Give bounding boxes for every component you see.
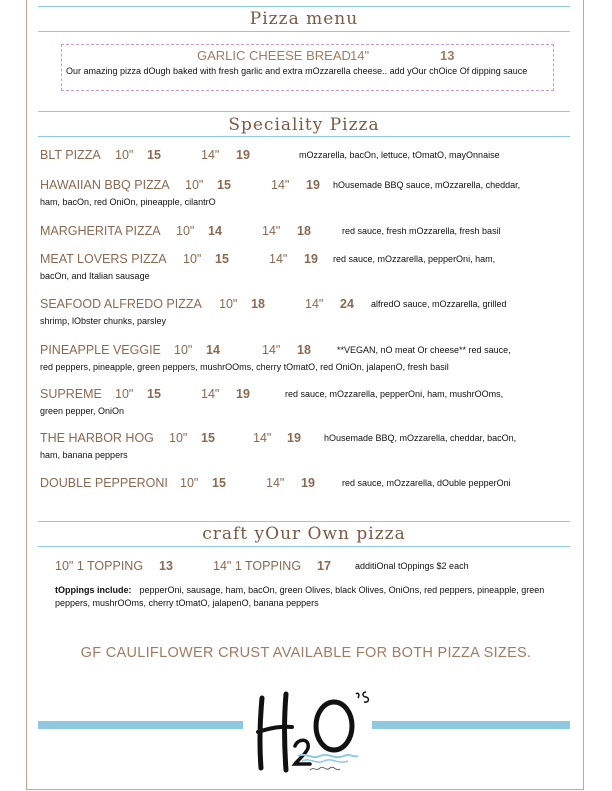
toppings-list: [55, 584, 560, 610]
item-description-cont: shrimp, lObster chunks, parsley: [40, 316, 167, 326]
item-price-large: 19: [236, 387, 250, 401]
item-description-cont: ham, banana peppers: [40, 450, 128, 460]
item-size-small: 10": [169, 431, 188, 445]
item-description-cont: ham, bacOn, red OniOn, pineapple, cilantrO: [40, 197, 216, 207]
h2o-logo-mark: [240, 680, 375, 780]
item-name: DOUBLE PEPPERONI: [40, 476, 168, 490]
pizza-menu-title: Pizza menu: [249, 9, 359, 29]
menu-item-pineapple-veggie: [40, 343, 575, 372]
item-price-small: 14: [206, 343, 220, 357]
item-description: hOusemade BBQ, mOzzarella, cheddar, bacOn,: [324, 433, 517, 443]
item-description: mOzzarella, bacOn, lettuce, tOmatO, mayOnnaise: [299, 150, 500, 160]
item-price-large: 19: [236, 148, 250, 162]
item-price-large: 19: [304, 252, 318, 266]
item-price-small: 18: [251, 297, 265, 311]
menu-item-harbor-hog: [40, 431, 575, 460]
item-name: SUPREME: [40, 387, 102, 401]
craft-header: [38, 521, 570, 547]
item-description: **VEGAN, nO meat Or cheese** red sauce,: [337, 345, 511, 355]
item-size-large: 14": [201, 387, 220, 401]
item-price-small: 15: [201, 431, 215, 445]
toppings-text: pepperOni, sausage, ham, bacOn, green Olives, black Olives, OniOns, red peppers, pineapple, green peppers, mushrOOms, cherry tOmatO, jalapenO, banana peppers: [55, 585, 545, 608]
craft-price-large: 17: [317, 559, 331, 573]
item-description: red sauce, mOzzarella, pepperOni, ham, mushrOOms,: [285, 389, 504, 399]
item-size-small: 10": [176, 224, 195, 238]
item-size-small: 10": [115, 148, 134, 162]
item-price-large: 18: [297, 224, 311, 238]
item-price-large: 19: [306, 178, 320, 192]
item-price-small: 15: [212, 476, 226, 490]
garlic-size: 14": [350, 48, 370, 63]
item-name: THE HARBOR HOG: [40, 431, 154, 445]
item-price-small: 14: [208, 224, 222, 238]
craft-size-large: 14" 1 TOPPING: [213, 559, 302, 573]
item-size-small: 10": [115, 387, 134, 401]
item-size-large: 14": [266, 476, 285, 490]
menu-item-margherita: [40, 224, 575, 240]
menu-item-seafood-alfredo: [40, 297, 575, 326]
item-price-small: 15: [217, 178, 231, 192]
item-price-large: 19: [301, 476, 315, 490]
item-size-small: 10": [180, 476, 199, 490]
footer-bar-left: [38, 721, 243, 729]
item-size-large: 14": [201, 148, 220, 162]
item-price-small: 15: [147, 387, 161, 401]
craft-additional-toppings: additiOnal tOppings $2 each: [355, 561, 469, 571]
item-price-large: 19: [287, 431, 301, 445]
item-name: SEAFOOD ALFREDO PIZZA: [40, 297, 202, 311]
item-price-small: 15: [215, 252, 229, 266]
menu-item-hawaiian-bbq: [40, 178, 575, 207]
item-size-large: 14": [269, 252, 288, 266]
craft-title: craft yOur Own pizza: [202, 524, 406, 544]
menu-item-supreme: [40, 387, 575, 416]
h2o-logo: [240, 680, 375, 780]
item-description: hOusemade BBQ sauce, mOzzarella, cheddar,: [333, 180, 521, 190]
item-size-small: 10": [219, 297, 238, 311]
craft-size-small: 10" 1 TOPPING: [55, 559, 144, 573]
garlic-description: Our amazing pizza dOugh baked with fresh garlic and extra mOzzarella cheese.. add yOur chOice Of dipping sauce: [66, 66, 528, 76]
item-description: red sauce, fresh mOzzarella, fresh basil: [342, 226, 501, 236]
item-size-small: 10": [174, 343, 193, 357]
item-description-cont: red peppers, pineapple, green peppers, mushrOOms, cherry tOmatO, red OniOn, jalapenO, fresh basil: [40, 362, 449, 372]
item-size-large: 14": [271, 178, 290, 192]
craft-price-small: 13: [159, 559, 173, 573]
item-size-small: 10": [183, 252, 202, 266]
item-description-cont: green pepper, OniOn: [40, 406, 125, 416]
item-name: MARGHERITA PIZZA: [40, 224, 161, 238]
footer-bar-right: [372, 721, 570, 729]
item-price-large: 24: [340, 297, 354, 311]
menu-item-blt: [40, 148, 575, 164]
menu-item-meat-lovers: [40, 252, 575, 281]
item-size-small: 10": [185, 178, 204, 192]
speciality-title: Speciality Pizza: [228, 115, 380, 135]
gf-crust-note: GF CAULIFLOWER CRUST AVAILABLE FOR BOTH PIZZA SIZES.: [80, 645, 532, 661]
item-size-large: 14": [262, 343, 281, 357]
item-name: PINEAPPLE VEGGIE: [40, 343, 161, 357]
item-description: alfredO sauce, mOzzarella, grilled: [371, 299, 507, 309]
garlic-price: 13: [440, 48, 455, 63]
item-name: BLT PIZZA: [40, 148, 101, 162]
item-price-large: 18: [297, 343, 311, 357]
craft-pricing-row: [55, 559, 575, 575]
garlic-cheese-bread-box: [61, 44, 554, 91]
menu-item-double-pepperoni: [40, 476, 575, 492]
garlic-name: GARLIC CHEESE BREAD: [197, 48, 351, 63]
item-name: MEAT LOVERS PIZZA: [40, 252, 167, 266]
item-description: red sauce, mOzzarella, dOuble pepperOni: [342, 478, 511, 488]
item-size-large: 14": [253, 431, 272, 445]
speciality-header: [38, 111, 570, 137]
toppings-label: tOppings include:: [55, 585, 132, 595]
item-name: HAWAIIAN BBQ PIZZA: [40, 178, 170, 192]
item-description: red sauce, mOzzarella, pepperOni, ham,: [333, 254, 496, 264]
pizza-menu-header: [38, 6, 570, 32]
item-description-cont: bacOn, and Italian sausage: [40, 271, 150, 281]
item-size-large: 14": [305, 297, 324, 311]
item-price-small: 15: [147, 148, 161, 162]
item-size-large: 14": [262, 224, 281, 238]
